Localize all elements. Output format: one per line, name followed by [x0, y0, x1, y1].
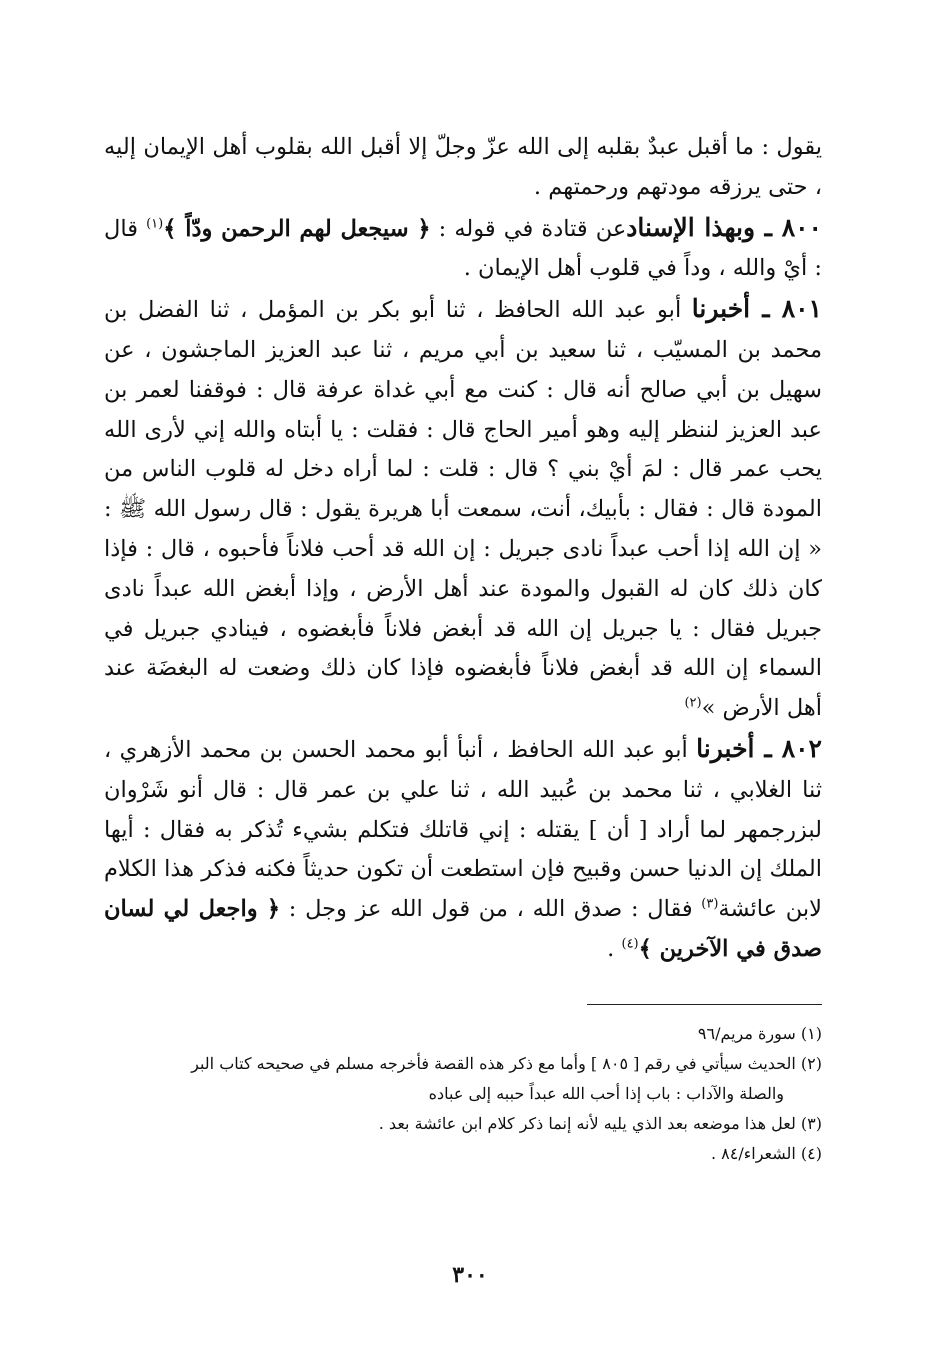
footnote-3: (٣) لعل هذا موضعه بعد الذي يليه لأنه إنما ذكر كلام ابن عائشة بعد . — [378, 1113, 822, 1133]
footnote-4: (٤) الشعراء/٨٤ . — [710, 1143, 822, 1163]
quran-verse-shuara: ﴿ واجعل لي لسان صدق في الآخرين ﴾ — [104, 896, 822, 962]
footnote-1: (١) سورة مريم/٩٦ — [697, 1023, 822, 1043]
hadith-802-text-end: . — [607, 935, 622, 962]
hadith-802-text-middle: فقال : صدق الله ، من قول الله عز وجل : — [280, 896, 702, 923]
hadith-800 — [104, 208, 822, 290]
page-number: ٣٠٠ — [452, 1262, 488, 1288]
main-text — [104, 128, 822, 970]
paragraph-intro-text: يقول : ما أقبل عبدٌ بقلبه إلى الله عزّ وجلّ إلا أقبل الله بقلوب أهل الإيمان إليه ، حتى يرزقه مودتهم ورحمتهم . — [104, 134, 822, 200]
hadith-800-text: عن قتادة في قوله : — [430, 215, 627, 242]
hadith-802-number: ٨٠٢ ـ أخبرنا — [696, 733, 822, 763]
footnote-ref-3[interactable]: (٣) — [701, 896, 719, 912]
footnote-2: (٢) الحديث سيأتي في رقم [ ٨٠٥ ] وأما مع ذكر هذه القصة فأخرجه مسلم في صحيحه كتاب البر — [191, 1053, 822, 1073]
footnote-2-continuation: والصلة والآداب : باب إذا أحب الله عبداً حببه إلى عباده — [428, 1083, 784, 1103]
hadith-801 — [104, 289, 822, 729]
footnote-divider — [587, 1004, 822, 1005]
footnote-ref-1[interactable]: (١) — [146, 216, 164, 232]
hadith-800-text-end: قال : أيْ والله ، وداً في قلوب أهل الإيمان . — [104, 215, 822, 282]
hadith-801-number: ٨٠١ ـ أخبرنا — [691, 294, 822, 324]
footnotes — [104, 1019, 822, 1169]
hadith-800-number: ٨٠٠ ـ وبهذا الإسناد — [626, 212, 822, 242]
footnote-ref-4[interactable]: (٤) — [621, 936, 639, 952]
footnote-ref-2[interactable]: (٢) — [684, 695, 702, 711]
hadith-801-text: أبو عبد الله الحافظ ، ثنا أبو بكر بن المؤمل ، ثنا الفضل بن محمد بن المسيّب ، ثنا سعيد بن أبي مريم ، ثنا عبد العزيز الماجشون ، عن سهيل بن أبي صالح أنه قال : كنت مع أبي غداة عرفة قال : فوقفنا لعمر بن عبد العزيز لننظر إليه وهو أمير الحاج قال : فقلت : يا أبتاه والله إني لأرى الله يحب عمر قال : لمَ أيْ بني ؟ قال : قلت : لما أراه دخل له قلوب الناس من المودة قال : فقال : بأبيك، أنت، سمعت أبا هريرة يقول : قال رسول الله ﷺ : « إن الله إذا أحب عبداً نادى جبريل : إن الله قد أحب فلاناً فأحبوه ، قال : فإذا كان ذلك كان له القبول والمودة عند أهل الأرض ، وإذا أبغض الله عبداً نادى جبريل فقال : يا جبريل إن الله قد أبغض فلاناً فأبغضوه ، فينادي جبريل في السماء إن الله قد أبغض فلاناً فأبغضوه فإذا كان ذلك وضعت له البغضَة عند أهل الأرض » — [104, 297, 822, 722]
hadith-802 — [104, 729, 822, 970]
paragraph-intro — [104, 128, 822, 208]
hadith-802-text: أبو عبد الله الحافظ ، أنبأ أبو محمد الحسن بن محمد الأزهري ، ثنا الغلابي ، ثنا محمد بن عُبيد الله ، ثنا علي بن عمر قال : قال أنو شَرْوان لبزرجمهر لما أراد [ أن ] يقتله : إني قاتلك فتكلم بشيء تُذكر به فقال : أيها الملك إن الدنيا حسن وقبيح فإن استطعت أن تكون حديثاً فكنه فذكر هذا الكلام لابن عائشة — [104, 736, 822, 923]
quran-verse-maryam: ﴿ سيجعل لهم الرحمن ودّاً ﴾ — [163, 215, 431, 242]
